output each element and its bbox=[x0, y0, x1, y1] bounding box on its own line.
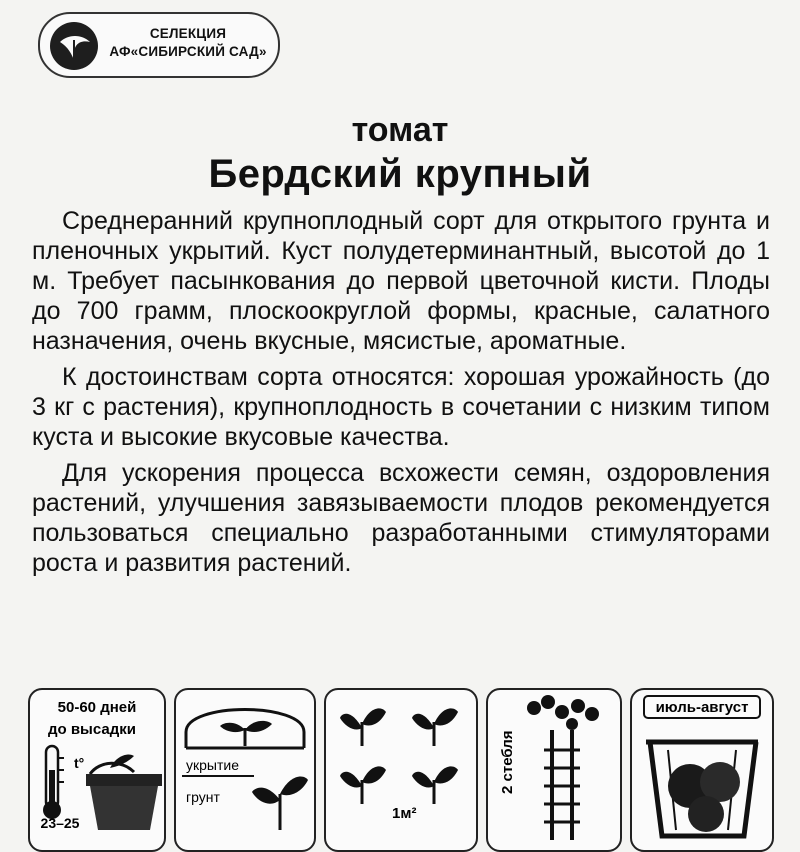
brand-logo bbox=[38, 12, 280, 78]
seedling-caption-text: до высадки bbox=[47, 721, 137, 738]
variety-title: Бердский крупный bbox=[208, 152, 592, 196]
cover-ground-box bbox=[174, 688, 316, 852]
cover-label: укрытие bbox=[186, 757, 239, 773]
growing-icons-strip bbox=[28, 688, 800, 831]
brand-line-2: АФ«СИБИРСКИЙ САД» bbox=[109, 44, 267, 59]
leaf-logo-icon bbox=[48, 20, 100, 72]
thermometer-icon bbox=[43, 746, 64, 819]
seedling-period-box bbox=[28, 688, 166, 852]
harvest-period-text: июль-август bbox=[655, 699, 749, 716]
temperature-symbol: t° bbox=[74, 755, 85, 771]
tomato-basket-icon bbox=[646, 742, 758, 836]
description-paragraph-1: Среднеранний крупноплодный сорт для открытого грунта и пленочных укрытий. Куст полудетерминантный, высотой до 1 м. Требует пасынкования до первой цветочной кисти. Плоды до 700 грамм, плоскоокруглой формы, красные, салатного назначения, очень вкусные, мясистые, ароматные. bbox=[32, 207, 770, 355]
planting-density-box bbox=[324, 688, 478, 852]
trellis-tomato-icon bbox=[527, 695, 599, 840]
stems-box bbox=[486, 688, 622, 852]
description bbox=[32, 206, 770, 584]
description-paragraph-2: К достоинствам сорта относятся: хорошая урожайность (до 3 кг с растения), крупноплодность в сочетании с низким типом куста и высокие вкусовые качества. bbox=[32, 363, 770, 451]
seedling-days-text: 50-60 дней bbox=[57, 699, 137, 716]
greenhouse-icon bbox=[186, 710, 304, 749]
flower-pot-icon bbox=[86, 755, 162, 831]
stems-label: 2 стебля bbox=[499, 730, 516, 794]
brand-line-1: СЕЛЕКЦИЯ bbox=[149, 26, 227, 41]
plants-grid-icon bbox=[340, 708, 458, 804]
brand-text bbox=[104, 25, 272, 61]
area-label: 1м² bbox=[392, 805, 417, 822]
ground-label: грунт bbox=[186, 789, 220, 805]
temperature-range-text: 23–25 bbox=[40, 815, 80, 831]
description-paragraph-3: Для ускорения процесса всхожести семян, оздоровления растений, улучшения завязываемости плодов рекомендуется пользоваться специально разработанными стимуляторами роста и развития растений. bbox=[32, 459, 770, 577]
crop-type: томат bbox=[351, 111, 449, 149]
seedling-open-ground-icon bbox=[252, 777, 308, 830]
harvest-period-box bbox=[630, 688, 774, 852]
